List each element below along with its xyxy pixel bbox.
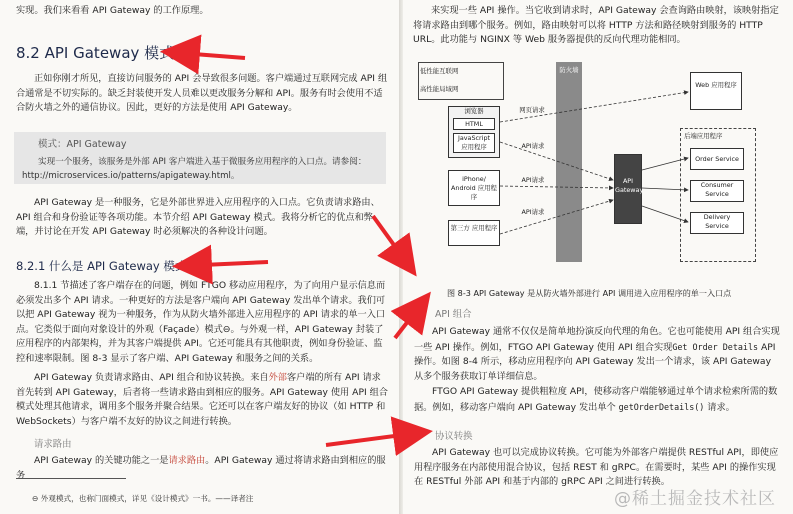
para4-highlight: 外部 bbox=[268, 372, 287, 383]
js-app-box: JavaScript 应用程序 bbox=[453, 133, 495, 153]
para5-text-b: 。API Gateway 通过将请求路由到相应的服务 bbox=[16, 455, 386, 481]
paragraph-responsibilities bbox=[16, 371, 388, 429]
composition-heading: API 组合 bbox=[435, 309, 472, 320]
web-request-label: 网页请求 bbox=[519, 106, 545, 114]
paragraph-routing-cont: 来实现一些 API 操作。当它收到请求时，API Gateway 会查询路由映射，该映射指定将请求路由到哪个服务。例如，路由映射可以将 HTTP 方法和路径映射到服务的 HTTP URL。此功能与 NGINX 等 Web 服务器提供的反向代理功能相同。 bbox=[413, 5, 779, 46]
paragraph-composition-2 bbox=[414, 385, 782, 415]
para5-text-a: API Gateway 的关键功能之一是 bbox=[34, 455, 169, 466]
callout-title: 模式：API Gateway bbox=[38, 139, 127, 150]
backend-label: 后端应用程序 bbox=[684, 132, 723, 140]
intro-line: 实现。我们来看看 API Gateway 的工作原理。 bbox=[16, 5, 209, 16]
footnote: ⊖ 外观模式，也称门面模式，详见《设计模式》一书。——译者注 bbox=[32, 493, 254, 503]
comp2-text-b: 请求。 bbox=[704, 401, 735, 413]
mobile-app-box: iPhone/ Android 应用程序 bbox=[448, 170, 500, 206]
consumer-service-box: Consumer Service bbox=[690, 180, 744, 202]
figure-8-3 bbox=[418, 58, 768, 268]
api-arrow-third-party bbox=[500, 200, 613, 234]
low-perf-internet-label: 低性能互联网 bbox=[420, 67, 459, 75]
pattern-callout bbox=[14, 132, 386, 184]
comp-code: Get Order Details bbox=[672, 341, 759, 352]
comp2-text-a: FTGO API Gateway 提供粗粒度 API，使移动客户端能够通过单个请求检索所需的数据。例如，移动客户端向 API Gateway 发出单个 bbox=[414, 386, 778, 413]
third-party-app-box: 第三方 应用程序 bbox=[448, 220, 500, 246]
section-heading: 8.2 API Gateway 模式 bbox=[16, 44, 175, 62]
paragraph-protocol: API Gateway 也可以完成协议转换。它可能为外部客户端提供 RESTful API，即使应用程序服务在内部使用混合协议，包括 REST 和 gRPC。在需要时，某些 API 的操作实现在 RESTful 外部 API 和基于内部的 gRPC API 之间进行转换。 bbox=[414, 447, 779, 488]
gateway-to-consumer-arrow bbox=[642, 188, 688, 190]
html-box: HTML bbox=[453, 118, 495, 130]
api-arrow-mobile bbox=[500, 186, 613, 188]
high-perf-lan-label: 高性能局域网 bbox=[420, 85, 459, 93]
callout-text: 实现一个服务，该服务是外部 API 客户端进入基于微服务应用程序的入口点。请参阅：http://microservices.io/patterns/apigateway.html。 bbox=[22, 157, 367, 181]
firewall-label: 防火墙 bbox=[559, 66, 579, 74]
api-request-label-2: API请求 bbox=[521, 176, 545, 184]
comp2-code: getOrderDetails() bbox=[618, 401, 705, 412]
diagram-arrows bbox=[418, 58, 768, 268]
comp-text-a: API Gateway 通常不仅仅是简单地扮演反向代理的角色。它也可能使用 API 组合实现一些 API 操作。例如，FTGO API Gateway 使用 API 组合实现 bbox=[414, 326, 780, 353]
footnote-divider bbox=[16, 478, 126, 479]
routing-heading: 请求路由 bbox=[34, 439, 72, 450]
figure-caption: 图 8-3 API Gateway 是从防火墙外部进行 API 调用进入应用程序的单一入口点 bbox=[447, 288, 732, 299]
browser-label: 浏览器 bbox=[464, 107, 484, 115]
para4-text-b: 客户端的所有 API 请求首先转到 API Gateway，后者将一些请求路由到相应的服务。API Gateway 使用 API 组合模式处理其他请求，调用多个服务并聚合结果。它还可以在客户端友好的协议（如 HTTP 和 WebSockets）与客户端不友好的协议之间进行转换。 bbox=[16, 372, 388, 427]
gateway-to-order-arrow bbox=[642, 158, 688, 170]
para5-highlight: 请求路由 bbox=[168, 455, 206, 466]
watermark: @稀土掘金技术社区 bbox=[614, 489, 776, 509]
order-service-box: Order Service bbox=[690, 148, 744, 170]
para4-text-a: API Gateway 负责请求路由、API 组合和协议转换。来自 bbox=[34, 372, 269, 383]
gateway-to-delivery-arrow bbox=[642, 206, 688, 222]
api-request-label-3: API请求 bbox=[521, 208, 545, 216]
web-app-box: Web 应用程序 bbox=[690, 72, 742, 110]
paragraph-what-is: 8.1.1 节描述了客户端存在的问题，例如 FTGO 移动应用程序，为了向用户显示信息而必须发出多个 API 请求。一种更好的方法是客户端向 API Gateway 发出单个请求。我们可以把 API Gateway 视为一种服务，作为从防火墙外部进入应用程序的 API 请求的单一入口点。它类似于面向对象设计的外观（Façade）模式⊖。与外观一样，API Gateway 封装了应用程序的内部架构，并为其客户端提供 API。它还可能具有其他职责，例如身份验证、监控和速率限制。图 8-3 显示了客户端、API Gateway 和服务之间的关系。 bbox=[16, 280, 386, 364]
paragraph-composition bbox=[414, 325, 782, 384]
api-request-label-1: API请求 bbox=[521, 142, 545, 150]
subsection-heading: 8.2.1 什么是 API Gateway 模式 bbox=[16, 259, 187, 273]
paragraph-definition: API Gateway 是一种服务，它是外部世界进入应用程序的入口点。它负责请求路由、API 组合和身份验证等各项功能。本节介绍 API Gateway 模式。我将分析它的优点和弊端，并讨论在开发 API Gateway 时必须解决的各种设计问题。 bbox=[16, 197, 380, 238]
comp-text-b: API 操作。如图 8-4 所示，移动应用程序向 API Gateway 发出一个请求，该 API Gateway 从多个服务获取订单详细信息。 bbox=[414, 341, 776, 382]
protocol-heading: 协议转换 bbox=[435, 431, 473, 442]
api-gateway-box: API Gateway bbox=[614, 154, 642, 224]
delivery-service-box: Delivery Service bbox=[690, 212, 744, 234]
paragraph-intro: 正如你刚才所见，直接访问服务的 API 会导致很多问题。客户端通过互联网完成 API 组合通常是不切实际的。缺乏封装使开发人员难以更改服务分解和 API。服务有时会使用不适合防火墙之外的通信协议。因此，更好的方法是使用 API Gateway。 bbox=[16, 73, 388, 114]
